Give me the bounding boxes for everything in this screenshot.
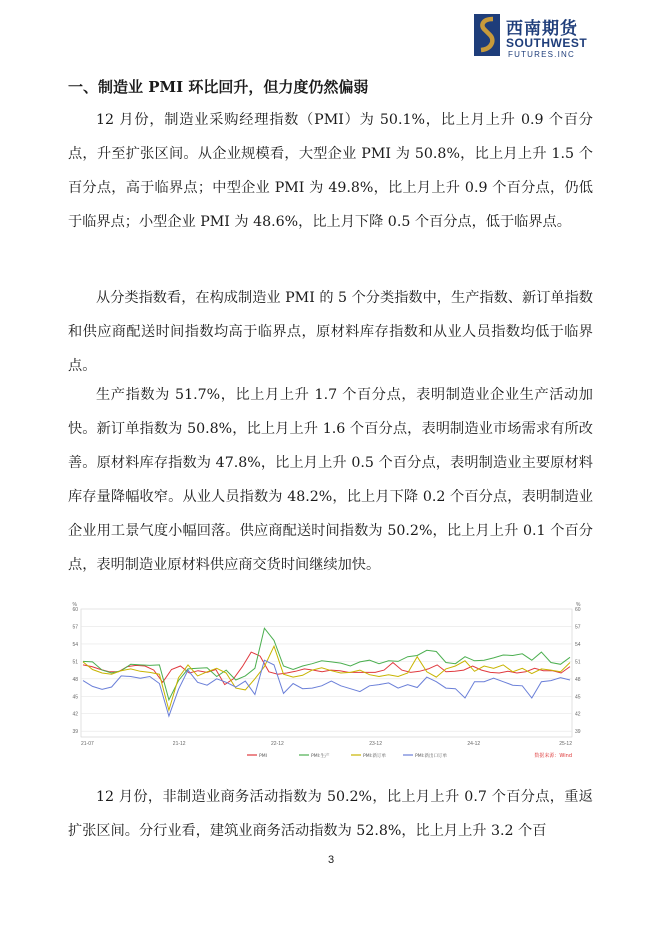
y-tick-label-right: 57	[575, 624, 581, 631]
y-tick-label-left: 42	[72, 711, 78, 718]
y-tick-label-left: 57	[72, 624, 78, 631]
y-tick-label-right: 51	[575, 659, 581, 666]
legend-label-2: PMI:新订单	[363, 754, 386, 759]
logo-emblem-icon	[474, 14, 500, 56]
legend-label-3: PMI:新出口订单	[415, 754, 447, 759]
pmi-line-chart	[67, 597, 588, 767]
y-tick-label-right: 54	[575, 641, 581, 648]
company-logo	[474, 14, 594, 60]
x-tick-label: 21-07	[81, 741, 94, 747]
y-tick-label-left: 60	[72, 607, 78, 613]
pmi-chart	[67, 597, 588, 767]
paragraph-sub-indices: 从分类指数看，在构成制造业 PMI 的 5 个分类指数中，生产指数、新订单指数和供应商配送时间指数均高于临界点，原材料库存指数和从业人员指数均低于临界点。	[68, 290, 593, 374]
chart-source: 数据来源：Wind	[534, 753, 572, 759]
x-tick-label: 21-12	[172, 741, 186, 747]
page-number: 3	[327, 854, 335, 866]
left-unit-label: %	[72, 602, 77, 608]
y-tick-label-right: 42	[575, 711, 581, 718]
series-line-3	[83, 660, 570, 716]
x-tick-label: 23-12	[369, 741, 382, 747]
y-tick-label-right: 39	[575, 729, 581, 736]
y-tick-label-right: 48	[575, 676, 581, 683]
y-tick-label-left: 39	[72, 729, 78, 736]
logo-chinese-name: 西南期货	[506, 19, 578, 39]
right-unit-label: %	[576, 602, 581, 608]
y-tick-label-left: 54	[72, 641, 78, 648]
y-tick-label-left: 51	[72, 659, 78, 666]
y-tick-label-left: 45	[72, 694, 78, 701]
x-tick-label: 24-12	[467, 741, 481, 747]
series-line-2	[83, 646, 570, 710]
paragraph-pmi-overview: 12 月份，制造业采购经理指数（PMI）为 50.1%，比上月上升 0.9 个百分点，升至扩张区间。从企业规模看，大型企业 PMI 为 50.8%，比上月上升 1.5 个百分点，高于临界点；中型企业 PMI 为 49.8%，比上月上升 0.9 个百分点，仍低于临界点；小型企业 PMI 为 48.6%，比上月下降 0.5 个百分点，低于临界点。	[68, 112, 593, 230]
y-tick-label-right: 60	[575, 607, 581, 613]
paragraph-non-manufacturing: 12 月份，非制造业商务活动指数为 50.2%，比上月上升 0.7 个百分点，重返扩张区间。分行业看，建筑业商务活动指数为 52.8%，比上月上升 3.2 个百	[68, 789, 593, 839]
logo-english-subtitle: FUTURES.INC	[508, 50, 575, 59]
y-tick-label-right: 45	[575, 694, 581, 701]
logo-english-name: SOUTHWEST	[506, 36, 588, 50]
x-tick-label: 25-12	[559, 741, 572, 747]
section-heading: 一、制造业 PMI 环比回升，但力度仍然偏弱	[68, 78, 369, 96]
series-line-1	[83, 628, 570, 700]
paragraph-sub-index-details: 生产指数为 51.7%，比上月上升 1.7 个百分点，表明制造业企业生产活动加快。新订单指数为 50.8%，比上月上升 1.6 个百分点，表明制造业市场需求有所改善。原材料库存指数为 47.8%，比上月上升 0.5 个百分点，表明制造业主要原材料库存量降幅收窄。从业人员指数为 48.2%，比上月下降 0.2 个百分点，表明制造业企业用工景气度小幅回落。供应商配送时间指数为 50.2%，比上月上升 0.1 个百分点，表明制造业原材料供应商交货时间继续加快。	[68, 387, 593, 573]
legend-label-1: PMI:生产	[311, 754, 330, 759]
y-tick-label-left: 48	[72, 676, 78, 683]
x-tick-label: 22-12	[271, 741, 284, 747]
legend-label-0: PMI	[259, 754, 267, 759]
